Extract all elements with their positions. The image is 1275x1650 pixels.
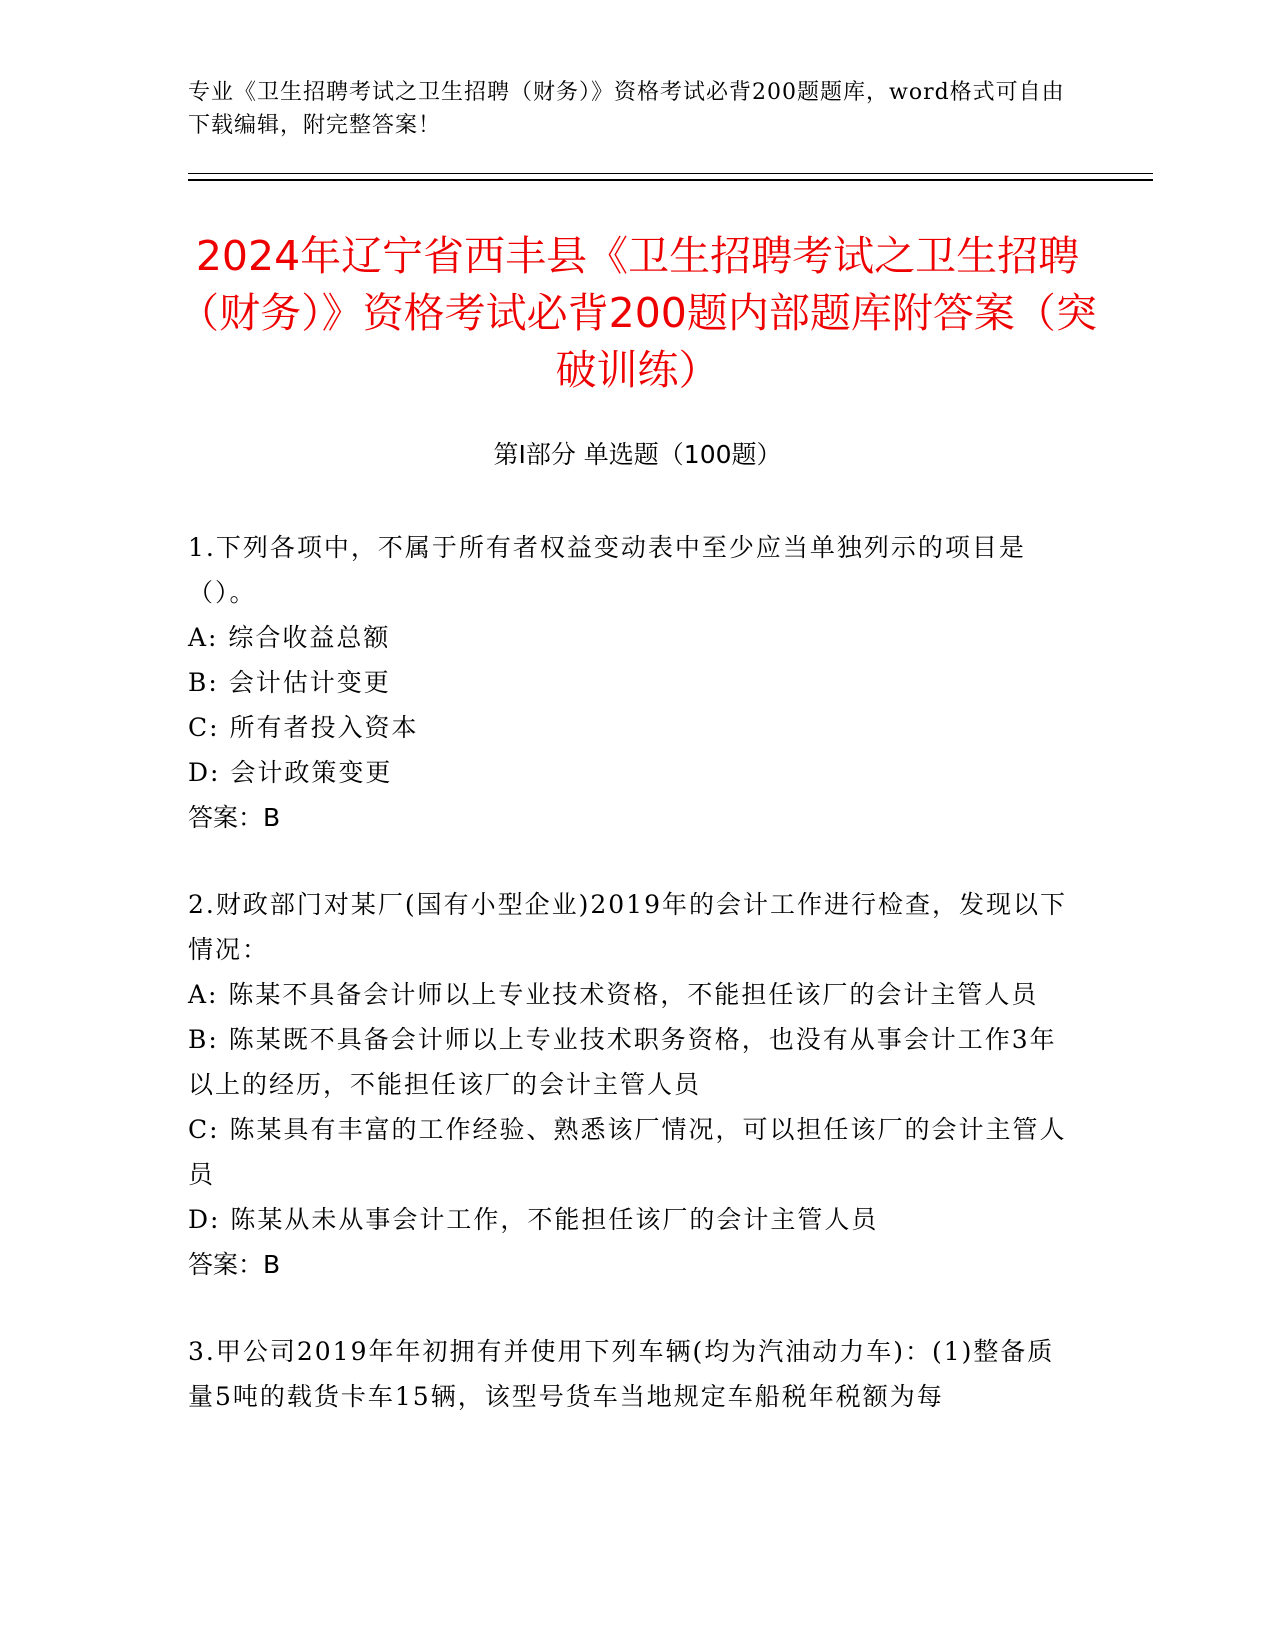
option-c: C: 陈某具有丰富的工作经验、熟悉该厂情况，可以担任该厂的会计主管人员 bbox=[188, 1115, 1067, 1189]
option-b: B: 陈某既不具备会计师以上专业技术职务资格，也没有从事会计工作3年以上的经历，不能担任该厂的会计主管人员 bbox=[188, 1025, 1057, 1099]
question-stem: 3.甲公司2019年年初拥有并使用下列车辆(均为汽油动力车)：(1)整备质量5吨的载货卡车15辆，该型号货车当地规定车船税年税额为每 bbox=[188, 1337, 1055, 1411]
option-c: C: 所有者投入资本 bbox=[188, 713, 419, 742]
question-list bbox=[188, 525, 1068, 1461]
option-b: B: 会计估计变更 bbox=[188, 668, 391, 697]
header-divider-thin bbox=[188, 173, 1153, 174]
document-title: 2024年辽宁省西丰县《卫生招聘考试之卫生招聘（财务）》资格考试必背200题内部题库附答案（突破训练） bbox=[178, 232, 1097, 394]
section-title: 第Ⅰ部分 单选题（100题） bbox=[493, 440, 782, 469]
question-stem: 2.财政部门对某厂(国有小型企业)2019年的会计工作进行检查，发现以下情况： bbox=[188, 890, 1067, 964]
header-note: 专业《卫生招聘考试之卫生招聘（财务）》资格考试必背200题题库，word格式可自由下载编辑，附完整答案！ bbox=[188, 80, 1065, 138]
option-a: A: 综合收益总额 bbox=[188, 623, 391, 652]
question-stem: 1.下列各项中，不属于所有者权益变动表中至少应当单独列示的项目是（）。 bbox=[188, 533, 1026, 607]
option-d: D: 陈某从未从事会计工作，不能担任该厂的会计主管人员 bbox=[188, 1205, 879, 1234]
question-3 bbox=[188, 1329, 1068, 1419]
answer: 答案：B bbox=[188, 803, 281, 832]
answer: 答案：B bbox=[188, 1250, 281, 1279]
question-1 bbox=[188, 525, 1068, 840]
option-d: D: 会计政策变更 bbox=[188, 758, 393, 787]
question-2 bbox=[188, 882, 1068, 1287]
option-a: A: 陈某不具备会计师以上专业技术资格，不能担任该厂的会计主管人员 bbox=[188, 980, 1039, 1009]
header-divider-thick bbox=[188, 179, 1153, 181]
